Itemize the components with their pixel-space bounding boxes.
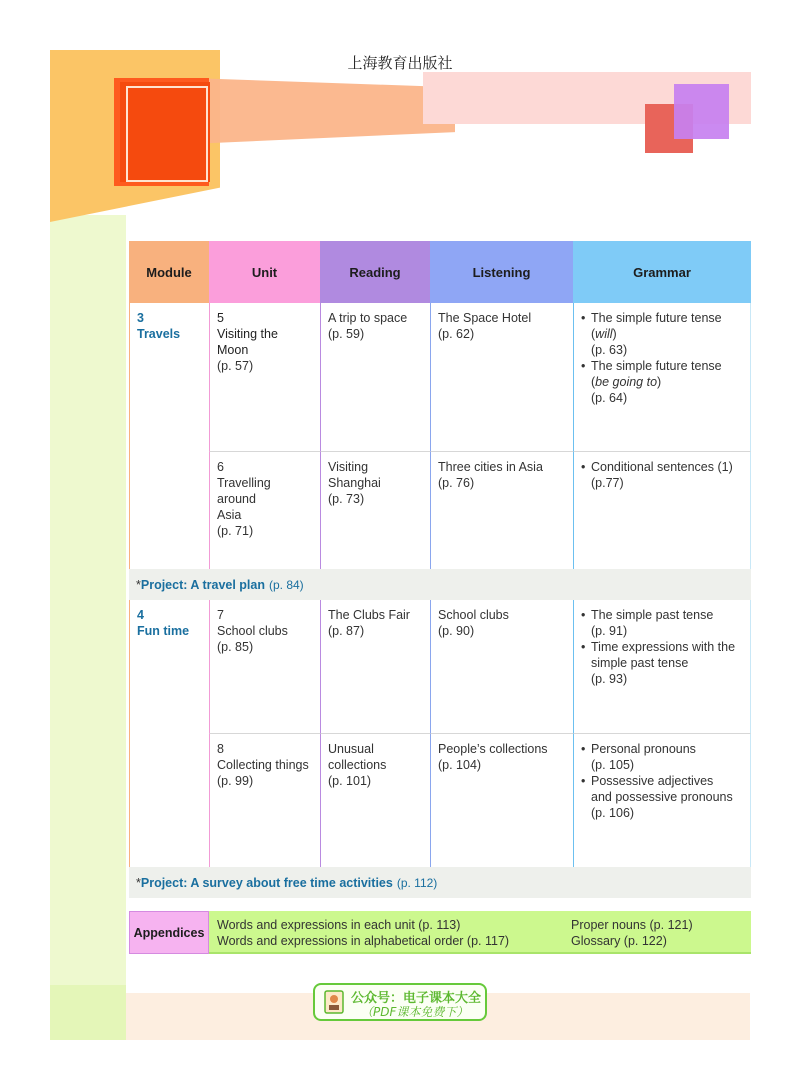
appendices-row [129,911,751,954]
unit-page: (p. 99) [217,774,254,788]
listening-title: School clubs [438,608,509,622]
watermark-badge [313,983,487,1021]
module-cell [129,303,209,569]
table-row [209,451,751,569]
appendix-entry: Words and expressions in each unit (p. 113) [217,918,461,932]
module-block-3 [129,303,751,569]
table-row [209,733,751,867]
appendix-entry: Glossary (p. 122) [571,934,667,948]
unit-page: (p. 57) [217,359,254,373]
unit-title: Asia [217,508,242,522]
grammar-item [581,607,743,639]
reading-cell [320,451,430,569]
listening-page: (p. 104) [438,758,482,772]
grammar-item [581,741,743,773]
grammar-line: (p. 91) [591,624,628,638]
grammar-line: (p. 63) [591,343,628,357]
unit-title: Travelling around [217,476,271,506]
decorative-purple-square [674,84,729,139]
unit-title: School clubs [217,624,288,638]
listening-page: (p. 76) [438,476,475,490]
project-row [129,867,751,898]
module-block-4 [129,600,751,867]
grammar-line: simple past tense [591,656,689,670]
grammar-cell [573,733,751,867]
grammar-line: • The simple future tense [591,311,722,325]
project-star: * [136,577,141,592]
grammar-line: (p. 93) [591,672,628,686]
header-grammar: Grammar [573,241,751,303]
grammar-line: (p. 105) [591,758,635,772]
grammar-line: • Personal pronouns [591,742,696,756]
unit-cell [209,303,320,451]
unit-title: Visiting the [217,327,278,341]
watermark-line-2: （PDF课本免费下） [361,1005,469,1019]
book-icon [323,989,345,1015]
grammar-line: • Time expressions with the [591,640,736,654]
reading-cell [320,600,430,733]
project-title: Project: A survey about free time activities [140,875,393,890]
listening-page: (p. 62) [438,327,475,341]
unit-cell [209,600,320,733]
project-page: (p. 84) [268,577,304,592]
reading-cell [320,303,430,451]
grammar-italic: will [595,327,613,341]
reading-page: (p. 73) [328,492,365,506]
grammar-item [581,358,743,406]
grammar-cell [573,303,751,451]
module-cell [129,600,209,867]
listening-cell [430,733,573,867]
watermark-line-1: 公众号：电子课本大全 [351,991,482,1006]
unit-title: Collecting things [217,758,309,772]
grammar-line: • Possessive adjectives [591,774,714,788]
module-name: Travels [137,327,181,341]
module-number: 4 [137,608,144,622]
grammar-line: (p. 106) [591,806,635,820]
grammar-item [581,310,743,358]
header-module: Module [129,241,209,303]
grammar-italic: be going to [595,375,658,389]
header-unit: Unit [209,241,320,303]
grammar-item [581,639,743,687]
project-title: Project: A travel plan [140,577,265,592]
reading-title: Shanghai [328,476,381,490]
header-reading: Reading [320,241,430,303]
appendices-column-1 [217,917,571,946]
appendix-entry: Proper nouns (p. 121) [571,918,693,932]
reading-title: Unusual [328,742,374,756]
unit-page: (p. 85) [217,640,254,654]
listening-cell [430,303,573,451]
grammar-item [581,459,743,491]
grammar-line: (p.77) [591,476,624,490]
listening-title: People’s collections [438,742,548,756]
decorative-left-strip [50,215,126,1040]
table-header-row [129,241,751,303]
reading-title: Visiting [328,460,369,474]
grammar-line: and possessive pronouns [591,790,733,804]
reading-title: The Clubs Fair [328,608,410,622]
appendices-body [209,911,751,954]
grammar-cell [573,451,751,569]
reading-page: (p. 59) [328,327,365,341]
grammar-cell [573,600,751,733]
unit-title: Moon [217,343,249,357]
project-star: * [136,875,141,890]
table-row [209,600,751,733]
unit-number: 8 [217,742,224,756]
listening-title: Three cities in Asia [438,460,543,474]
decorative-orange-beam [190,78,455,144]
reading-title: collections [328,758,387,772]
unit-number: 7 [217,608,224,622]
module-number: 3 [137,311,144,325]
contents-table [129,241,751,898]
appendices-label: Appendices [129,911,209,954]
grammar-line: (will) [591,327,617,341]
grammar-line: • The simple future tense [591,359,722,373]
listening-page: (p. 90) [438,624,475,638]
grammar-line: (be going to) [591,375,662,389]
decorative-orange-frame [126,86,208,182]
appendices-column-2 [571,917,743,946]
grammar-line: (p. 64) [591,391,628,405]
listening-cell [430,600,573,733]
unit-page: (p. 71) [217,524,254,538]
reading-page: (p. 101) [328,774,372,788]
reading-page: (p. 87) [328,624,365,638]
publisher-name: 上海教育出版社 [347,54,453,72]
grammar-line: • Conditional sentences (1) [591,460,733,474]
unit-cell [209,733,320,867]
unit-number: 5 [217,311,224,325]
appendix-entry: Words and expressions in alphabetical order (p. 117) [217,934,510,948]
header-listening: Listening [430,241,573,303]
decorative-left-strip-bottom [50,985,126,1040]
unit-cell [209,451,320,569]
module-name: Fun time [137,624,190,638]
grammar-item [581,773,743,821]
grammar-line: • The simple past tense [591,608,714,622]
unit-number: 6 [217,460,224,474]
listening-cell [430,451,573,569]
listening-title: The Space Hotel [438,311,532,325]
reading-title: A trip to space [328,311,408,325]
project-page: (p. 112) [396,875,438,890]
reading-cell [320,733,430,867]
project-row [129,569,751,600]
table-row [209,303,751,451]
